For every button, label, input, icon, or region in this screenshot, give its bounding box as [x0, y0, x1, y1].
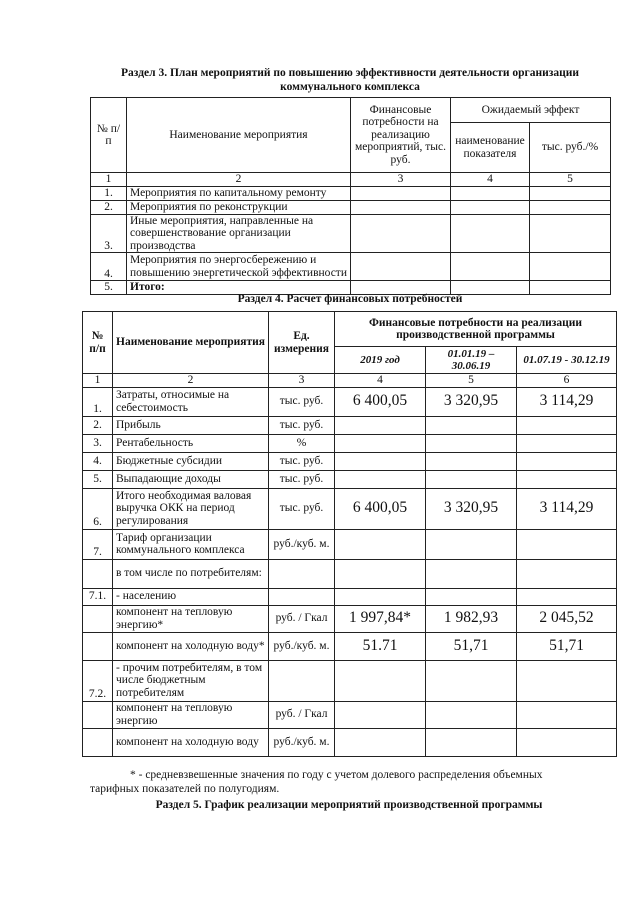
row-unit: руб. / Гкал [269, 605, 335, 632]
table-row [83, 559, 617, 588]
t3-colnum: 5 [530, 173, 611, 187]
row-unit [269, 588, 335, 605]
row-value-h2 [517, 529, 617, 559]
row-name: Итого: [127, 281, 351, 295]
row-value-h2 [517, 728, 617, 756]
row-name: компонент на холодную воду [113, 728, 269, 756]
row-value-2019 [335, 660, 426, 701]
row-value-h2 [517, 701, 617, 728]
table-row [83, 660, 617, 701]
table-row [83, 452, 617, 470]
table-row [83, 416, 617, 434]
footnote-line2: тарифных показателей по полугодиям. [90, 783, 280, 795]
row-num: 1. [83, 387, 113, 416]
table-row [83, 529, 617, 559]
row-value-h2 [517, 434, 617, 452]
section3-title [90, 66, 610, 94]
row-value-2019 [335, 559, 426, 588]
row-name: - населению [113, 588, 269, 605]
t3-colnum: 3 [351, 173, 451, 187]
row-value-2019 [335, 529, 426, 559]
row-value-2019: 6 400,05 [335, 387, 426, 416]
row-unit: руб./куб. м. [269, 529, 335, 559]
row-unit: тыс. руб. [269, 470, 335, 488]
row-unit [269, 559, 335, 588]
table-row [91, 186, 611, 200]
row-num: 7.2. [83, 660, 113, 701]
t4-colnum: 5 [426, 374, 517, 388]
row-value-2019 [335, 434, 426, 452]
t3-header-num: № п/п [91, 98, 127, 173]
row-value-h1 [426, 416, 517, 434]
footnote [90, 768, 617, 796]
t4-header-finance: Финансовые потребности на реализации производственной программы [335, 312, 617, 347]
t4-header-name: Наименование мероприятия [113, 312, 269, 374]
t4-colnum: 2 [113, 374, 269, 388]
row-value-h1 [426, 559, 517, 588]
row-num [83, 701, 113, 728]
row-value-2019: 51.71 [335, 632, 426, 660]
row-num: 6. [83, 488, 113, 529]
row-value-2019: 6 400,05 [335, 488, 426, 529]
row-num [83, 605, 113, 632]
row-value-2019 [335, 452, 426, 470]
table-row [83, 632, 617, 660]
row-value-h1 [426, 728, 517, 756]
table-row [83, 434, 617, 452]
row-value-h2 [517, 470, 617, 488]
row-name: Мероприятия по реконструкции [127, 200, 351, 214]
section4-table [82, 311, 617, 757]
row-value-2019 [335, 470, 426, 488]
row-value-h2: 3 114,29 [517, 387, 617, 416]
row-value-h1: 3 320,95 [426, 488, 517, 529]
t4-header-period-h1: 01.01.19 – 30.06.19 [426, 347, 517, 374]
section3-table [90, 97, 611, 295]
t4-colnum: 1 [83, 374, 113, 388]
table-row [91, 200, 611, 214]
row-value-h2 [517, 588, 617, 605]
row-num: 1. [91, 186, 127, 200]
row-value-2019: 1 997,84* [335, 605, 426, 632]
t4-colnum: 4 [335, 374, 426, 388]
row-value-h2 [517, 660, 617, 701]
table-row [83, 605, 617, 632]
row-num [83, 559, 113, 588]
row-num: 5. [83, 470, 113, 488]
row-name: Мероприятия по капитальному ремонту [127, 186, 351, 200]
row-unit: тыс. руб. [269, 452, 335, 470]
row-name: Прибыль [113, 416, 269, 434]
row-value-h1 [426, 588, 517, 605]
row-value-h1 [426, 452, 517, 470]
table-row [83, 488, 617, 529]
row-num [83, 728, 113, 756]
row-value-2019 [335, 416, 426, 434]
row-name: Тариф организации коммунального комплекса [113, 529, 269, 559]
footnote-line1: * - средневзвешенные значения по году с учетом долевого распределения объемных [130, 769, 543, 781]
row-name: Иные мероприятия, направленные на совершенствование организации производства [127, 214, 351, 253]
row-unit: руб./куб. м. [269, 728, 335, 756]
row-name: компонент на холодную воду* [113, 632, 269, 660]
row-num: 3. [83, 434, 113, 452]
t4-header-period-h2: 01.07.19 - 30.12.19 [517, 347, 617, 374]
row-value-h1: 1 982,93 [426, 605, 517, 632]
row-num: 7. [83, 529, 113, 559]
row-name: Затраты, относимые на себестоимость [113, 387, 269, 416]
row-unit: % [269, 434, 335, 452]
row-num: 4. [83, 452, 113, 470]
t4-header-period-2019: 2019 год [335, 347, 426, 374]
row-unit: руб. / Гкал [269, 701, 335, 728]
row-unit: тыс. руб. [269, 416, 335, 434]
table-row [83, 701, 617, 728]
row-num: 4. [91, 253, 127, 281]
row-num: 5. [91, 281, 127, 295]
row-name: Итого необходимая валовая выручка ОКК на период регулирования [113, 488, 269, 529]
row-value-2019 [335, 728, 426, 756]
row-num [83, 632, 113, 660]
t3-header-unit: тыс. руб./% [530, 123, 611, 173]
t3-header-finance: Финансовые потребности на реализацию мероприятий, тыс. руб. [351, 98, 451, 173]
row-name: Выпадающие доходы [113, 470, 269, 488]
row-value-2019 [335, 701, 426, 728]
row-name: Рентабельность [113, 434, 269, 452]
t4-colnum: 6 [517, 374, 617, 388]
row-value-h2: 51,71 [517, 632, 617, 660]
row-value-h1 [426, 701, 517, 728]
section5-title: Раздел 5. График реализации мероприятий производственной программы [155, 799, 543, 811]
row-value-h1: 51,71 [426, 632, 517, 660]
row-unit: тыс. руб. [269, 488, 335, 529]
row-unit: руб./куб. м. [269, 632, 335, 660]
t4-header-num: № п/п [83, 312, 113, 374]
t4-colnum: 3 [269, 374, 335, 388]
row-num: 7.1. [83, 588, 113, 605]
row-value-h2: 3 114,29 [517, 488, 617, 529]
row-name: компонент на тепловую энергию* [113, 605, 269, 632]
row-unit [269, 660, 335, 701]
row-value-h2 [517, 416, 617, 434]
row-value-h2 [517, 559, 617, 588]
table-row [83, 588, 617, 605]
table-row [83, 728, 617, 756]
row-name: в том числе по потребителям: [113, 559, 269, 588]
section3-title-line2: коммунального комплекса [280, 81, 420, 93]
t3-colnum: 1 [91, 173, 127, 187]
t3-header-effect: Ожидаемый эффект [451, 98, 611, 123]
row-num: 2. [83, 416, 113, 434]
table-row [91, 214, 611, 253]
row-num: 3. [91, 214, 127, 253]
t3-header-name: Наименование мероприятия [127, 98, 351, 173]
table-row [83, 387, 617, 416]
row-value-h1 [426, 470, 517, 488]
table-row [83, 470, 617, 488]
row-num: 2. [91, 200, 127, 214]
row-unit: тыс. руб. [269, 387, 335, 416]
row-value-2019 [335, 588, 426, 605]
row-value-h1 [426, 434, 517, 452]
row-value-h2 [517, 452, 617, 470]
row-value-h2: 2 045,52 [517, 605, 617, 632]
t3-colnum: 2 [127, 173, 351, 187]
t4-header-unit: Ед. измерения [269, 312, 335, 374]
t3-header-indicator: наименование показателя [451, 123, 530, 173]
row-value-h1 [426, 529, 517, 559]
t3-colnum: 4 [451, 173, 530, 187]
row-value-h1: 3 320,95 [426, 387, 517, 416]
row-name: компонент на тепловую энергию [113, 701, 269, 728]
row-name: Бюджетные субсидии [113, 452, 269, 470]
section3-title-line1: Раздел 3. План мероприятий по повышению эффективности деятельности организации [121, 67, 579, 79]
table-row [91, 253, 611, 281]
row-value-h1 [426, 660, 517, 701]
row-name: Мероприятия по энергосбережению и повышению энергетической эффективности [127, 253, 351, 281]
section4-title: Раздел 4. Расчет финансовых потребностей [237, 293, 463, 305]
row-name: - прочим потребителям, в том числе бюджетным потребителям [113, 660, 269, 701]
